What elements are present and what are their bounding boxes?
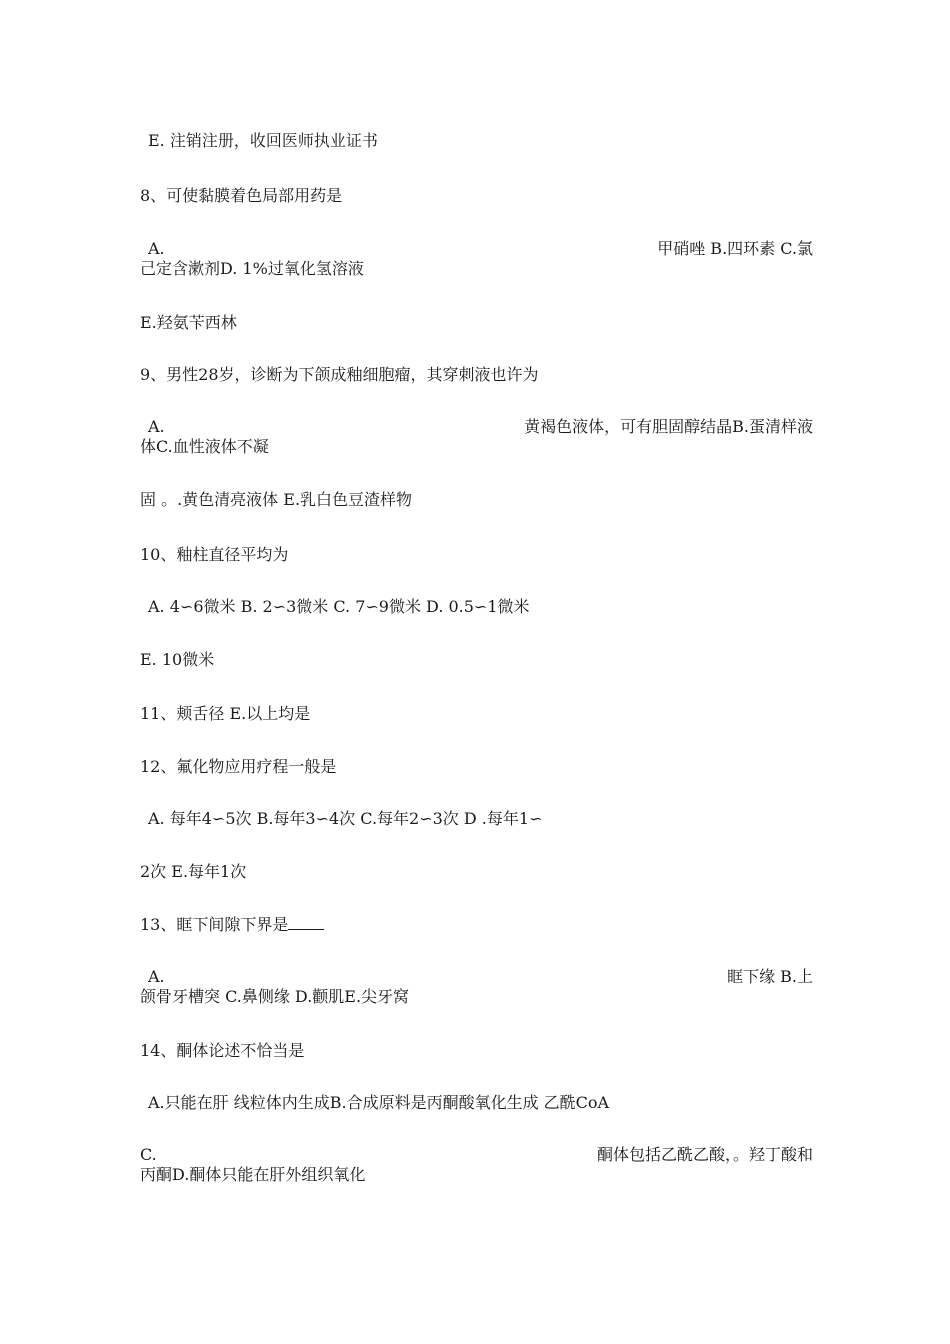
q14-options-ab: A.只能在肝 线粒体内生成B.合成原料是丙酮酸氧化生成 乙酰CoA [148, 1093, 610, 1112]
question-13-options [140, 967, 813, 1007]
answer-blank [288, 915, 324, 930]
q7-option-e: E. 注销注册，收回医师执业证书 [148, 131, 378, 150]
question-14-options-cd [140, 1145, 813, 1185]
q12-options: A. 每年4∽5次 B.每年3∽4次 C.每年2∽3次 D .每年1∽ [148, 809, 543, 828]
question-9-stem: 9、男性28岁，诊断为下颌成釉细胞瘤，其穿刺液也许为 [140, 365, 539, 384]
q14-options-line2: 丙酮D.酮体只能在肝外组织氧化 [140, 1165, 366, 1184]
q12-option-e: 2次 E.每年1次 [140, 862, 247, 881]
question-9-options [140, 417, 813, 457]
q14-options-line1: 酮体包括乙酰乙酸，。羟丁酸和 [596, 1145, 813, 1164]
q10-options: A. 4∽6微米 B. 2∽3微米 C. 7∽9微米 D. 0.5∽1微米 [148, 597, 530, 616]
question-13-stem [140, 915, 324, 935]
question-8-stem: 8、可使黏膜着色局部用药是 [140, 186, 343, 205]
q10-option-e: E. 10微米 [140, 650, 215, 669]
q8-option-a-label: A. [148, 239, 165, 258]
q9-options-line1: 黄褐色液体，可有胆固醇结晶B.蛋清样液 [524, 417, 813, 436]
q9-option-a-label: A. [148, 417, 165, 436]
q8-option-e: E.羟氨苄西林 [140, 313, 237, 332]
q13-stem-text: 13、眶下间隙下界是 [140, 915, 289, 934]
q13-options-line2: 颌骨牙槽突 C.鼻侧缘 D.颧肌E.尖牙窝 [140, 987, 410, 1006]
question-8-options [140, 239, 813, 279]
q9-options-line2: 体C.血性液体不凝 [140, 437, 269, 456]
question-11-stem: 11、颊舌径 E.以上均是 [140, 704, 311, 723]
q8-options-line1: 甲硝唑 B.四环素 C.氯 [657, 239, 813, 258]
q9-options-line3: 固 。.黄色清亮液体 E.乳白色豆渣样物 [140, 490, 413, 509]
question-10-stem: 10、釉柱直径平均为 [140, 545, 289, 564]
q8-options-line2: 己定含漱剂D. 1%过氧化氢溶液 [140, 259, 364, 278]
q13-options-line1: 眶下缘 B.上 [727, 967, 813, 986]
question-12-stem: 12、氟化物应用疗程一般是 [140, 757, 337, 776]
q13-option-a-label: A. [148, 967, 165, 986]
q14-option-c-label: C. [140, 1145, 157, 1164]
question-14-stem: 14、酮体论述不恰当是 [140, 1041, 305, 1060]
